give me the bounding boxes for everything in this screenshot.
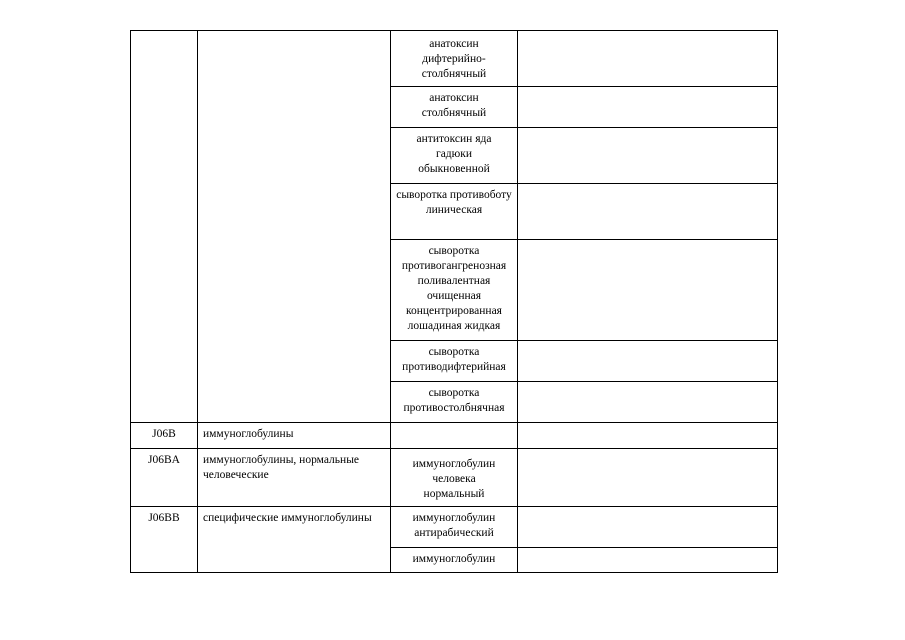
- drug-name-cell: сыворотка противостолбнячная: [391, 382, 518, 423]
- table-row: [131, 449, 778, 507]
- table-row: [131, 423, 778, 449]
- drug-name-cell: иммуноглобулин: [391, 548, 518, 573]
- drug-name-cell: иммуноглобулин человека нормальный: [391, 449, 518, 507]
- table-row: [131, 31, 778, 87]
- dosage-form-cell: [518, 548, 778, 573]
- atc-code-cell: J06B: [131, 423, 198, 449]
- dosage-form-cell: [518, 87, 778, 128]
- dosage-form-cell: [518, 184, 778, 240]
- group-name-cell: [198, 31, 391, 423]
- group-name-cell: специфические иммуноглобулины: [198, 507, 391, 573]
- atc-code-cell: J06BB: [131, 507, 198, 573]
- medication-table: [130, 30, 778, 573]
- dosage-form-cell: [518, 382, 778, 423]
- atc-code-cell: J06BA: [131, 449, 198, 507]
- group-name-cell: иммуноглобулины, нормальные человеческие: [198, 449, 391, 507]
- drug-name-cell: сыворотка противодифтерийная: [391, 341, 518, 382]
- dosage-form-cell: [518, 423, 778, 449]
- drug-name-cell: иммуноглобулин антирабический: [391, 507, 518, 548]
- drug-name-cell: сыворотка противогангренозная поливалентная очищенная концентрированная лошадиная жидкая: [391, 240, 518, 341]
- drug-name-cell: анатоксин столбнячный: [391, 87, 518, 128]
- drug-name-cell: сыворотка противоботулиническая: [391, 184, 518, 240]
- drug-name-cell: анатоксин дифтерийно-столбнячный: [391, 31, 518, 87]
- drug-name-cell: антитоксин яда гадюки обыкновенной: [391, 128, 518, 184]
- dosage-form-cell: [518, 507, 778, 548]
- drug-name-cell: [391, 423, 518, 449]
- dosage-form-cell: [518, 128, 778, 184]
- group-name-cell: иммуноглобулины: [198, 423, 391, 449]
- dosage-form-cell: [518, 31, 778, 87]
- dosage-form-cell: [518, 240, 778, 341]
- atc-code-cell: [131, 31, 198, 423]
- dosage-form-cell: [518, 341, 778, 382]
- table-row: [131, 507, 778, 548]
- dosage-form-cell: [518, 449, 778, 507]
